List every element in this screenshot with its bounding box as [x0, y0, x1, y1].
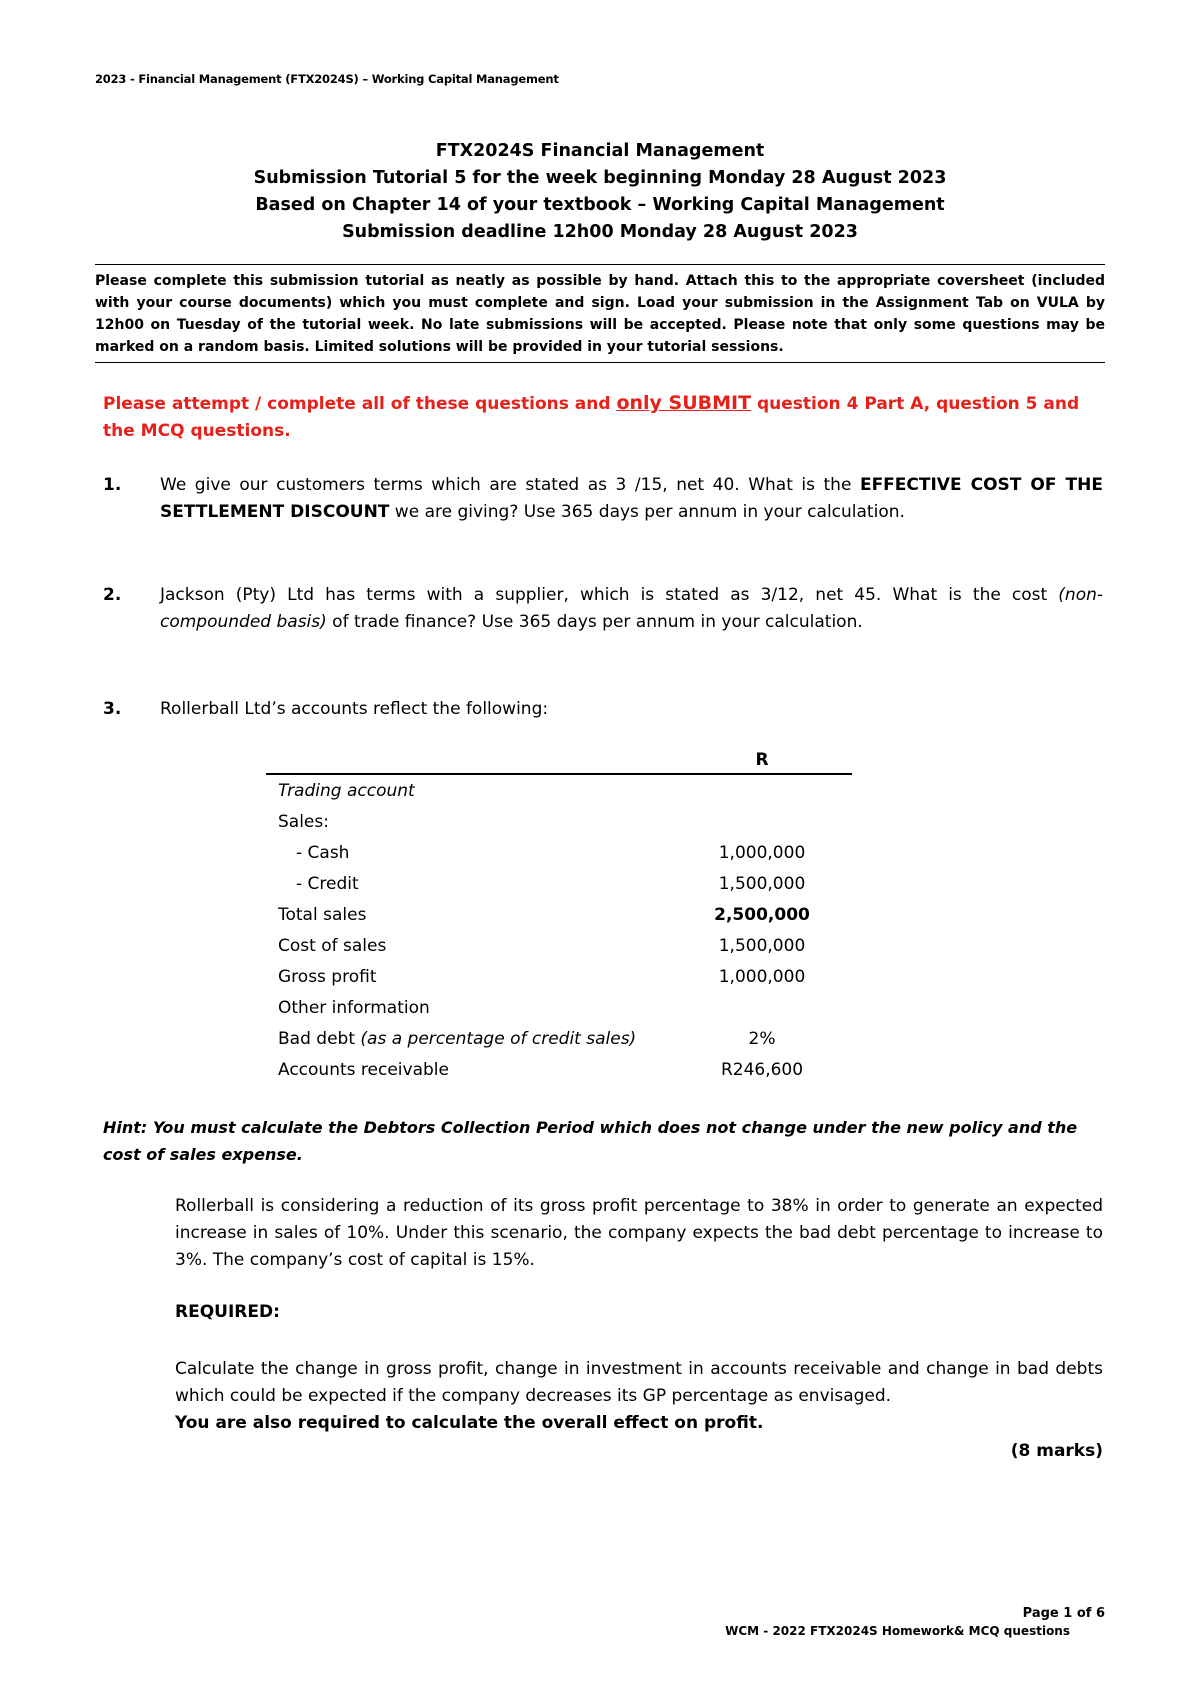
gross-profit-label: Gross profit [278, 966, 377, 987]
table-cell [266, 747, 672, 774]
hint-text: Hint: You must calculate the Debtors Collection Period which does not change under the new policy and the cost of sales expense. [103, 1118, 1078, 1164]
required-heading: REQUIRED: [175, 1302, 280, 1322]
bad-debt-value: 2% [748, 1028, 776, 1049]
table-row [266, 774, 852, 806]
cost-of-sales-label: Cost of sales [278, 935, 387, 956]
accounts-table [266, 747, 852, 1085]
submission-note-emphasis: only SUBMIT [616, 392, 752, 414]
submission-note [103, 390, 1103, 445]
question-2 [103, 582, 1103, 636]
table-row [266, 1023, 852, 1054]
question-text [160, 582, 1103, 636]
required-bold-line: You are also required to calculate the overall effect on profit. [175, 1413, 764, 1433]
other-information-label: Other information [278, 997, 430, 1018]
table-cell [672, 992, 852, 1023]
currency-header: R [672, 747, 852, 774]
table-row [266, 930, 852, 961]
accounts-receivable-value: R246,600 [720, 1059, 804, 1080]
cash-value: 1,000,000 [718, 842, 806, 863]
scenario-text: Rollerball is considering a reduction of its gross profit percentage to 38% in order to generate an expected increase in sales of 10%. Under this scenario, the company expects the bad debt percentage to increase to 3%. The company’s cost of capital is 15%. [175, 1196, 1103, 1270]
submission-note-before: Please attempt / complete all of these questions and [103, 394, 617, 414]
submission-deadline: Submission deadline 12h00 Monday 28 August 2023 [342, 222, 858, 242]
cost-of-sales-value: 1,500,000 [718, 935, 806, 956]
question-3 [103, 696, 1103, 723]
title-block [95, 138, 1105, 246]
trading-account-label [266, 774, 672, 806]
credit-label: - Credit [296, 873, 359, 894]
required-body [175, 1356, 1103, 1437]
question-text-part: of trade finance? Use 365 days per annum in your calculation. [326, 612, 863, 632]
table-row [266, 961, 852, 992]
question-text-part: we are giving? Use 365 days per annum in your calculation. [389, 502, 905, 522]
question-1 [103, 472, 1103, 526]
footer-document-name: WCM - 2022 FTX2024S Homework& MCQ questions [725, 1624, 1070, 1638]
table-cell [672, 774, 852, 806]
marks-label: (8 marks) [1010, 1441, 1103, 1461]
question-number: 3. [103, 699, 122, 719]
table-row [266, 806, 852, 837]
page-number: Page 1 of 6 [1022, 1606, 1105, 1621]
question-text-bold: EFFECTIVE COST OF THE SETTLEMENT DISCOUNT [160, 475, 1103, 522]
bad-debt-label [266, 1023, 672, 1054]
required-text: Calculate the change in gross profit, change in investment in accounts receivable and change in bad debts which could be expected if the company decreases its GP percentage as envisaged. [175, 1359, 1103, 1406]
question-number: 1. [103, 475, 122, 495]
question-number: 2. [103, 585, 122, 605]
table-row [266, 837, 852, 868]
sales-label: Sales: [278, 811, 329, 832]
question-text-part: Jackson (Pty) Ltd has terms with a supplier, which is stated as 3/12, net 45. What is the cost [160, 585, 1059, 605]
question-text [160, 472, 1103, 526]
tutorial-title: Submission Tutorial 5 for the week beginning Monday 28 August 2023 [253, 168, 947, 188]
running-header: 2023 - Financial Management (FTX2024S) – Working Capital Management [95, 72, 559, 86]
total-sales-value: 2,500,000 [714, 904, 810, 925]
submission-note-after: question 4 Part A, question 5 and the MCQ questions. [103, 394, 1080, 441]
table-cell [672, 806, 852, 837]
course-title: FTX2024S Financial Management [435, 141, 765, 161]
cash-label: - Cash [296, 842, 350, 863]
table-header-row [266, 747, 852, 774]
table-row [266, 1054, 852, 1085]
bad-debt-note: (as a percentage of credit sales) [360, 1028, 637, 1049]
question-text-italic: (non-compounded basis) [160, 585, 1103, 632]
bad-debt-text: Bad debt [278, 1028, 361, 1049]
chapter-reference: Based on Chapter 14 of your textbook – Working Capital Management [255, 195, 945, 215]
question-text: Rollerball Ltd’s accounts reflect the following: [160, 699, 549, 719]
instructions-box: Please complete this submission tutorial as neatly as possible by hand. Attach this to the appropriate coversheet (included with your course documents) which you must complete and sign. Load your submission in the Assignment Tab on VULA by 12h00 on Tuesday of the tutorial week. No late submissions will be accepted. Please note that only some questions may be marked on a random basis. Limited solutions will be provided in your tutorial sessions. [95, 264, 1105, 363]
gross-profit-value: 1,000,000 [718, 966, 806, 987]
total-sales-label: Total sales [278, 904, 367, 925]
table-row [266, 868, 852, 899]
credit-value: 1,500,000 [718, 873, 806, 894]
question-text-part: We give our customers terms which are stated as 3 /15, net 40. What is the [160, 475, 860, 495]
table-row [266, 899, 852, 930]
trading-account-text: Trading account [278, 780, 415, 801]
accounts-receivable-label: Accounts receivable [278, 1059, 449, 1080]
table-row [266, 992, 852, 1023]
